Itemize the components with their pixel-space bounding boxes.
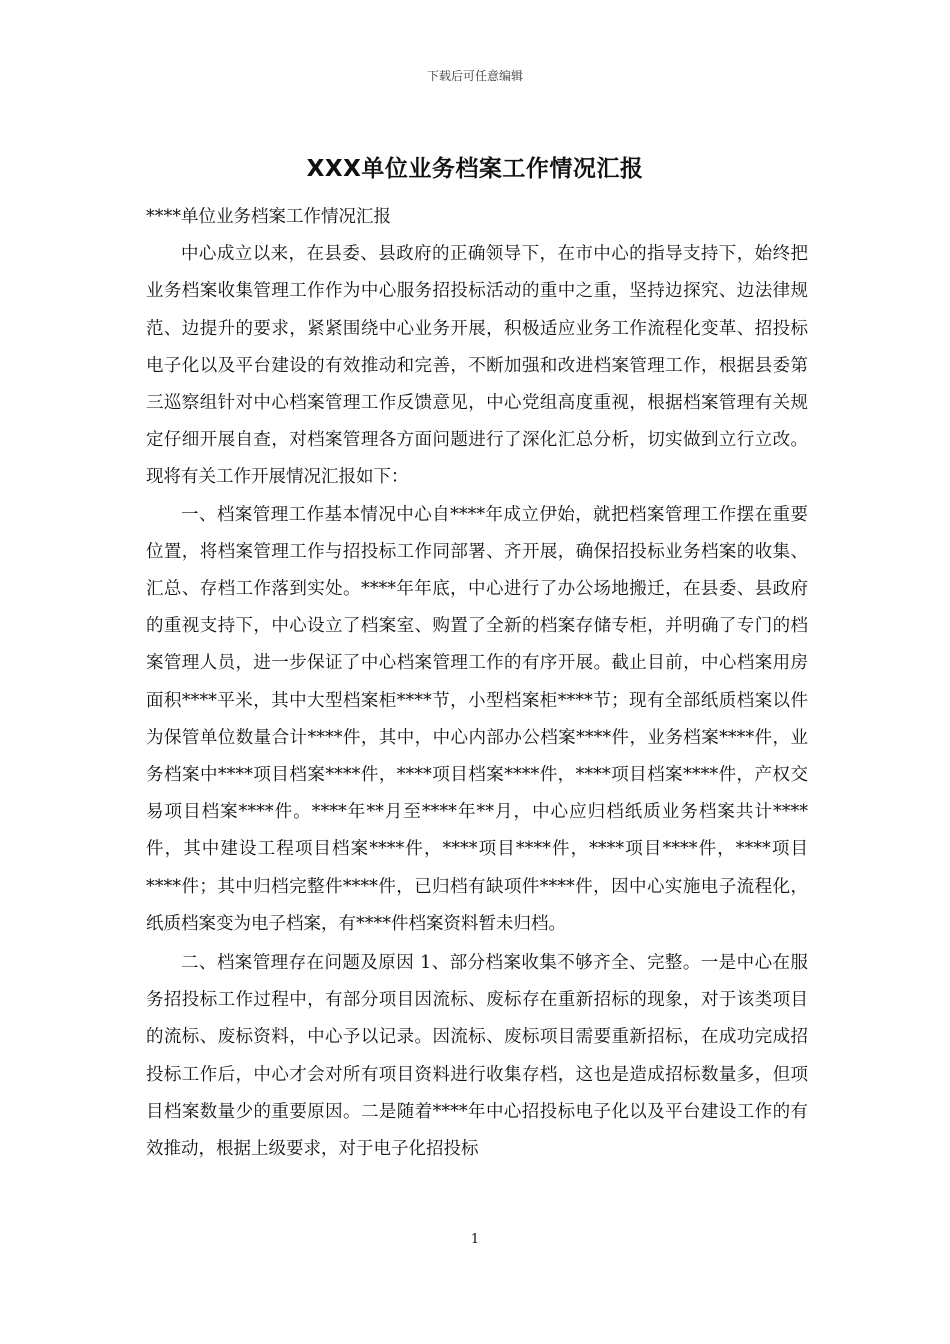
paragraph-section-1: 一、档案管理工作基本情况中心自****年成立伊始，就把档案管理工作摆在重要位置，将档案管理工作与招投标工作同部署、齐开展，确保招投标业务档案的收集、汇总、存档工作落到实处。****年年底，中心进行了办公场地搬迁，在县委、县政府的重视支持下，中心设立了档案室、购置了全新的档案存储专柜，并明确了专门的档案管理人员，进一步保证了中心档案管理工作的有序开展。截止目前，中心档案用房面积****平米，其中大型档案柜****节，小型档案柜****节；现有全部纸质档案以件为保管单位数量合计****件，其中，中心内部办公档案****件，业务档案****件，业务档案中****项目档案****件，****项目档案****件，****项目档案****件，产权交易项目档案****件。****年**月至****年**月，中心应归档纸质业务档案共计****件，其中建设工程项目档案****件，****项目****件，****项目****件，****项目****件；其中归档完整件****件，已归档有缺项件****件，因中心实施电子流程化，纸质档案变为电子档案，有****件档案资料暂未归档。	[146, 504, 808, 934]
paragraph-intro: 中心成立以来，在县委、县政府的正确领导下，在市中心的指导支持下，始终把业务档案收集管理工作作为中心服务招投标活动的重中之重，坚持边探究、边法律规范、边提升的要求，紧紧围绕中心业务开展，积极适应业务工作流程化变革、招投标电子化以及平台建设的有效推动和完善，不断加强和改进档案管理工作，根据县委第三巡察组针对中心档案管理工作反馈意见，中心党组高度重视，根据档案管理有关规定仔细开展自查，对档案管理各方面问题进行了深化汇总分析，切实做到立行立改。现将有关工作开展情况汇报如下：	[146, 244, 808, 488]
header-note: 下载后可任意编辑	[426, 69, 523, 83]
document-subtitle: ****单位业务档案工作情况汇报	[146, 207, 391, 227]
page-number: 1	[470, 1232, 480, 1247]
document-body	[146, 199, 808, 1168]
paragraph-section-2: 二、档案管理存在问题及原因 1、部分档案收集不够齐全、完整。一是中心在服务招投标工作过程中，有部分项目因流标、废标存在重新招标的现象，对于该类项目的流标、废标资料，中心予以记录。因流标、废标项目需要重新招标，在成功完成招投标工作后，中心才会对所有项目资料进行收集存档，这也是造成招标数量多，但项目档案数量少的重要原因。二是随着****年中心招投标电子化以及平台建设工作的有效推动，根据上级要求，对于电子化招投标	[146, 953, 808, 1160]
document-title: XXX单位业务档案工作情况汇报	[306, 156, 644, 182]
